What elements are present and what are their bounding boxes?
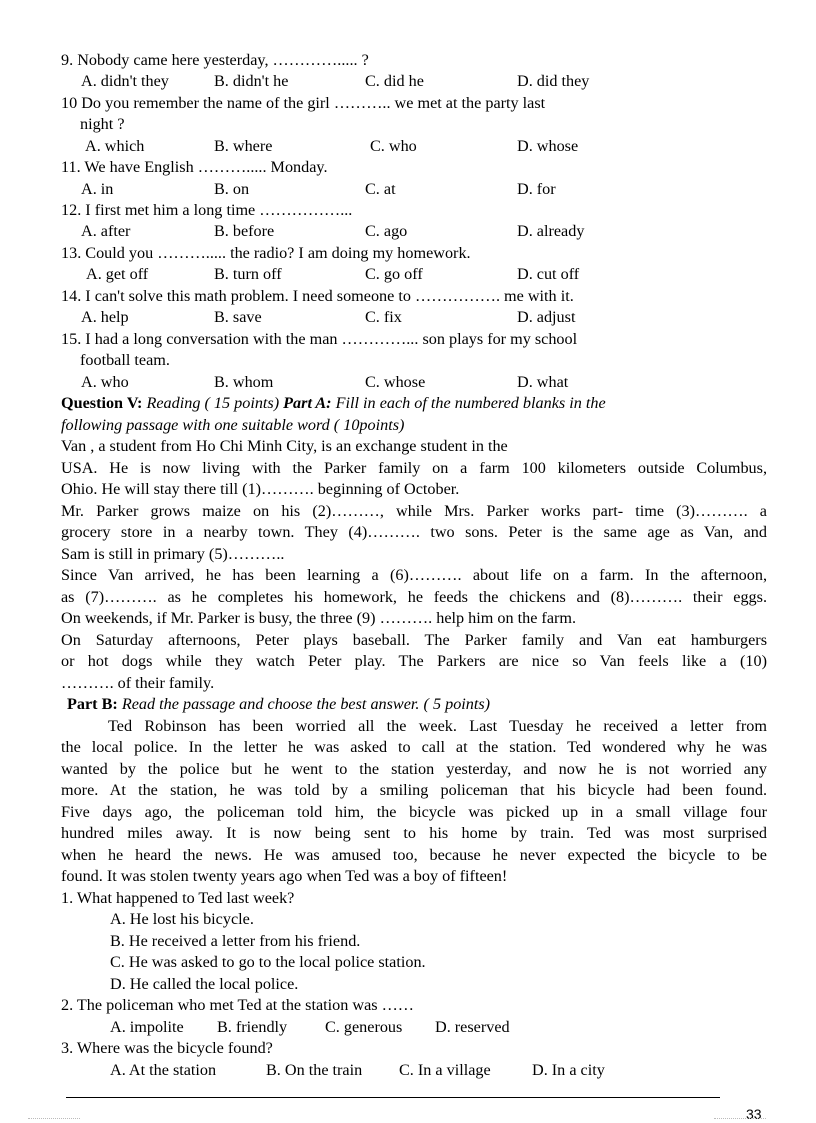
passage-a-line: Mr. Parker grows maize on his (2)………, while Mrs. Parker works part- time (3)………. a: [61, 502, 767, 520]
passage-a-line: Ohio. He will stay there till (1)………. beginning of October.: [61, 480, 460, 498]
option: A. help: [81, 308, 129, 326]
passage-a-line: or hot dogs while they watch Peter play. The Parkers are nice so Van feels like a (10): [61, 652, 767, 670]
question-14-stem: 14. I can't solve this math problem. I need someone to ……………. me with it.: [61, 287, 574, 305]
option: B. didn't he: [214, 72, 289, 90]
option: C. at: [365, 180, 396, 198]
passage-a-line: On Saturday afternoons, Peter plays baseball. The Parker family and Van eat hamburgers: [61, 631, 767, 649]
passage-a-line: as (7)………. as he completes his homework, he feeds the chickens and (8)………. their eggs.: [61, 588, 767, 606]
footer-divider: [66, 1097, 720, 1098]
option: B. save: [214, 308, 262, 326]
option: D. already: [517, 222, 585, 240]
option: B. He received a letter from his friend.: [110, 932, 361, 950]
option: A. At the station: [110, 1061, 217, 1079]
option: A. get off: [86, 265, 149, 283]
option: B. on: [214, 180, 250, 198]
option: C. did he: [365, 72, 424, 90]
passage-b-line: Ted Robinson has been worried all the week. Last Tuesday he received a letter from: [108, 717, 767, 735]
page-number: 33: [746, 1106, 762, 1122]
option: C. generous: [325, 1018, 403, 1036]
option: C. go off: [365, 265, 423, 283]
part-b-heading: [67, 694, 490, 715]
option: C. ago: [365, 222, 408, 240]
footer-dots-left: [28, 1118, 80, 1119]
passage-b-line: more. At the station, he was told by a smiling policeman that his bicycle had been found.: [61, 781, 767, 799]
question-9-stem: 9. Nobody came here yesterday, …………..... ?: [61, 51, 369, 69]
part-a-instruction: Fill in each of the numbered blanks in the: [331, 394, 606, 412]
part-b-instruction: Read the passage and choose the best answer. ( 5 points): [117, 695, 491, 713]
option: A. after: [81, 222, 131, 240]
option: B. where: [214, 137, 273, 155]
option: B. before: [214, 222, 275, 240]
passage-a-line: Van , a student from Ho Chi Minh City, is an exchange student in the: [61, 437, 508, 455]
option: C. fix: [365, 308, 402, 326]
option: B. On the train: [266, 1061, 363, 1079]
option: B. whom: [214, 373, 274, 391]
option: D. reserved: [435, 1018, 510, 1036]
reading-label: Reading ( 15 points): [142, 394, 284, 412]
comprehension-question-2: 2. The policeman who met Ted at the station was ……: [61, 996, 414, 1014]
question-5-heading: [61, 393, 606, 414]
part-a-instruction-cont: following passage with one suitable word ( 10points): [61, 416, 405, 434]
part-a-label: Part A:: [283, 394, 332, 412]
option: D. He called the local police.: [110, 975, 299, 993]
option: C. In a village: [399, 1061, 491, 1079]
passage-a-line: Sam is still in primary (5)………..: [61, 545, 285, 563]
option: B. turn off: [214, 265, 282, 283]
question-11-stem: 11. We have English ………..... Monday.: [61, 158, 328, 176]
option: D. In a city: [532, 1061, 605, 1079]
question-15-stem: 15. I had a long conversation with the man …………... son plays for my school: [61, 330, 578, 348]
option: C. who: [370, 137, 417, 155]
option: D. adjust: [517, 308, 576, 326]
passage-a-line: On weekends, if Mr. Parker is busy, the three (9) ………. help him on the farm.: [61, 609, 577, 627]
question-12-stem: 12. I first met him a long time ……………...: [61, 201, 353, 219]
passage-b-line: when he heard the news. He was amused too, because he never expected the bicycle to be: [61, 846, 767, 864]
passage-a-line: grocery store in a nearby town. They (4)………. two sons. Peter is the same age as Van, and: [61, 523, 767, 541]
part-b-label: Part B:: [67, 695, 118, 713]
option: A. who: [81, 373, 129, 391]
question-10-stem: 10 Do you remember the name of the girl ……….. we met at the party last: [61, 94, 546, 112]
question-5-label: Question V:: [61, 394, 143, 412]
question-13-stem: 13. Could you ………..... the radio? I am doing my homework.: [61, 244, 471, 262]
option: A. which: [85, 137, 145, 155]
passage-b-line: wanted by the police but he went to the station yesterday, and now he is not worried any: [61, 760, 767, 778]
option: D. did they: [517, 72, 590, 90]
option: A. in: [81, 180, 114, 198]
option: C. whose: [365, 373, 426, 391]
passage-b-line: the local police. In the letter he was asked to call at the station. Ted wondered why he was: [61, 738, 767, 756]
option: A. didn't they: [81, 72, 169, 90]
option: A. impolite: [110, 1018, 184, 1036]
passage-b-line: hundred miles away. It is now being sent to his home by train. Ted was most surprised: [61, 824, 767, 842]
comprehension-question-1: 1. What happened to Ted last week?: [61, 889, 295, 907]
passage-a-line: Since Van arrived, he has been learning a (6)………. about life on a farm. In the afternoon,: [61, 566, 767, 584]
passage-a-line: USA. He is now living with the Parker family on a farm 100 kilometers outside Columbus,: [61, 459, 767, 477]
option: D. for: [517, 180, 556, 198]
question-15-stem-cont: football team.: [80, 351, 170, 369]
option: C. He was asked to go to the local police station.: [110, 953, 426, 971]
option: B. friendly: [217, 1018, 288, 1036]
option: D. what: [517, 373, 569, 391]
passage-a-line: ………. of their family.: [61, 674, 215, 692]
option: A. He lost his bicycle.: [110, 910, 254, 928]
comprehension-question-3: 3. Where was the bicycle found?: [61, 1039, 273, 1057]
footer-dots-right: [714, 1118, 766, 1119]
option: D. whose: [517, 137, 579, 155]
passage-b-line: found. It was stolen twenty years ago when Ted was a boy of fifteen!: [61, 867, 508, 885]
question-10-stem-cont: night ?: [80, 115, 125, 133]
option: D. cut off: [517, 265, 580, 283]
passage-b-line: Five days ago, the policeman told him, the bicycle was picked up in a small village four: [61, 803, 767, 821]
